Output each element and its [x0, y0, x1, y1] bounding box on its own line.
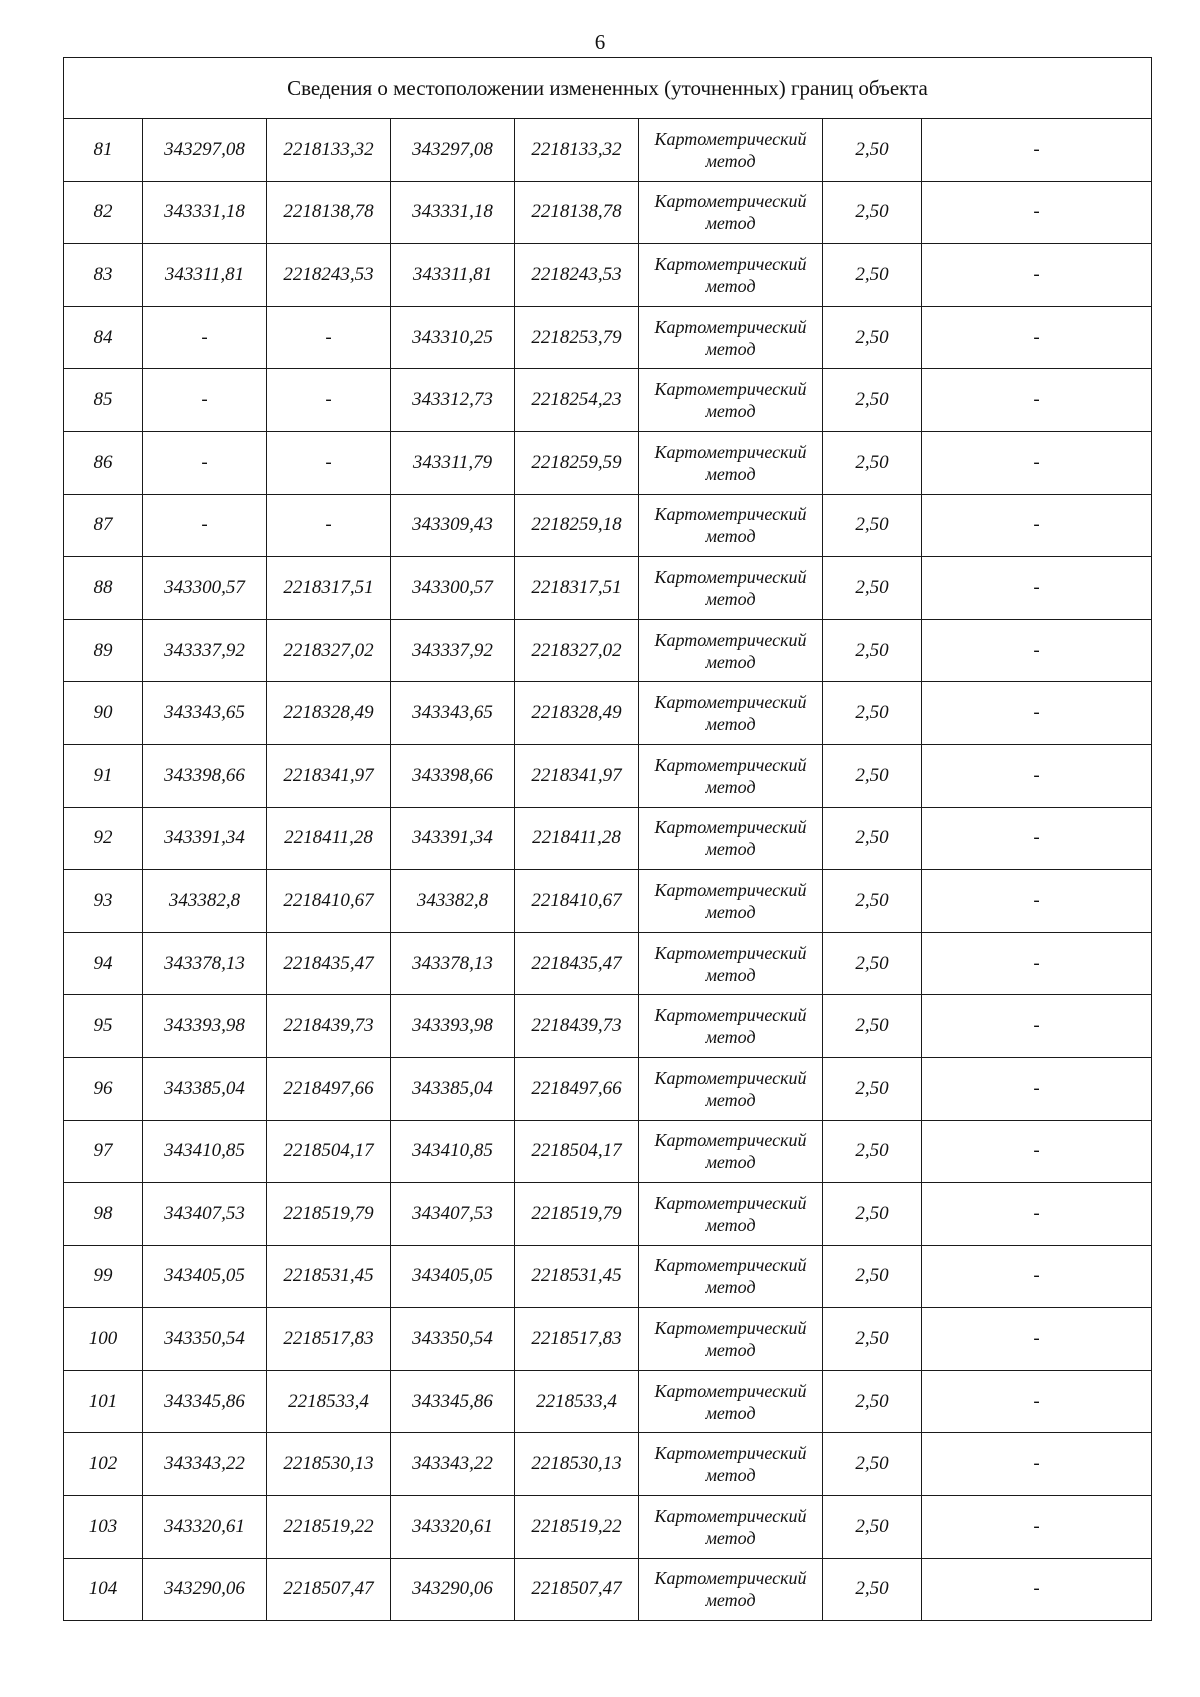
method-cell: Картометрический метод — [639, 494, 823, 557]
x-existing-cell: 343343,65 — [143, 682, 267, 745]
note-cell: - — [922, 1433, 1152, 1496]
method-cell: Картометрический метод — [639, 431, 823, 494]
x-existing-cell: 343350,54 — [143, 1308, 267, 1371]
table-title: Сведения о местоположении измененных (уточненных) границ объекта — [64, 58, 1152, 119]
x-existing-cell: 343410,85 — [143, 1120, 267, 1183]
y-refined-cell: 2218531,45 — [515, 1245, 639, 1308]
y-refined-cell: 2218341,97 — [515, 744, 639, 807]
x-refined-cell: 343410,85 — [391, 1120, 515, 1183]
table-row — [64, 870, 1152, 933]
y-existing-cell: 2218243,53 — [267, 244, 391, 307]
note-cell: - — [922, 1308, 1152, 1371]
point-number-cell: 90 — [64, 682, 143, 745]
accuracy-cell: 2,50 — [823, 1496, 922, 1559]
y-refined-cell: 2218519,22 — [515, 1496, 639, 1559]
y-refined-cell: 2218530,13 — [515, 1433, 639, 1496]
y-existing-cell: 2218341,97 — [267, 744, 391, 807]
y-existing-cell: - — [267, 431, 391, 494]
accuracy-cell: 2,50 — [823, 1308, 922, 1371]
table-row — [64, 244, 1152, 307]
x-existing-cell: 343407,53 — [143, 1183, 267, 1246]
method-cell: Картометрический метод — [639, 1370, 823, 1433]
point-number-cell: 91 — [64, 744, 143, 807]
accuracy-cell: 2,50 — [823, 1370, 922, 1433]
note-cell: - — [922, 1120, 1152, 1183]
point-number-cell: 96 — [64, 1057, 143, 1120]
x-refined-cell: 343312,73 — [391, 369, 515, 432]
y-refined-cell: 2218504,17 — [515, 1120, 639, 1183]
accuracy-cell: 2,50 — [823, 494, 922, 557]
y-refined-cell: 2218517,83 — [515, 1308, 639, 1371]
x-refined-cell: 343297,08 — [391, 119, 515, 182]
x-refined-cell: 343391,34 — [391, 807, 515, 870]
table-row — [64, 1057, 1152, 1120]
y-refined-cell: 2218138,78 — [515, 181, 639, 244]
accuracy-cell: 2,50 — [823, 682, 922, 745]
method-cell: Картометрический метод — [639, 244, 823, 307]
table-row — [64, 995, 1152, 1058]
accuracy-cell: 2,50 — [823, 932, 922, 995]
x-existing-cell: - — [143, 494, 267, 557]
note-cell: - — [922, 744, 1152, 807]
boundary-coordinates-table — [63, 57, 1152, 1621]
table-row — [64, 1245, 1152, 1308]
note-cell: - — [922, 682, 1152, 745]
point-number-cell: 88 — [64, 557, 143, 620]
table-row — [64, 306, 1152, 369]
y-refined-cell: 2218533,4 — [515, 1370, 639, 1433]
y-refined-cell: 2218327,02 — [515, 619, 639, 682]
note-cell: - — [922, 431, 1152, 494]
x-existing-cell: 343331,18 — [143, 181, 267, 244]
table-body — [64, 119, 1152, 1621]
x-refined-cell: 343393,98 — [391, 995, 515, 1058]
page-number: 6 — [594, 30, 606, 54]
x-refined-cell: 343343,22 — [391, 1433, 515, 1496]
method-cell: Картометрический метод — [639, 682, 823, 745]
y-existing-cell: 2218530,13 — [267, 1433, 391, 1496]
method-cell: Картометрический метод — [639, 306, 823, 369]
note-cell: - — [922, 1245, 1152, 1308]
x-refined-cell: 343310,25 — [391, 306, 515, 369]
accuracy-cell: 2,50 — [823, 744, 922, 807]
x-existing-cell: 343398,66 — [143, 744, 267, 807]
y-existing-cell: 2218507,47 — [267, 1558, 391, 1621]
table-row — [64, 807, 1152, 870]
x-refined-cell: 343405,05 — [391, 1245, 515, 1308]
note-cell: - — [922, 1370, 1152, 1433]
note-cell: - — [922, 1057, 1152, 1120]
table-row — [64, 682, 1152, 745]
table-row — [64, 1558, 1152, 1621]
x-refined-cell: 343311,79 — [391, 431, 515, 494]
accuracy-cell: 2,50 — [823, 1057, 922, 1120]
y-existing-cell: 2218435,47 — [267, 932, 391, 995]
point-number-cell: 92 — [64, 807, 143, 870]
note-cell: - — [922, 995, 1152, 1058]
table-row — [64, 557, 1152, 620]
y-existing-cell: 2218519,22 — [267, 1496, 391, 1559]
y-existing-cell: 2218327,02 — [267, 619, 391, 682]
x-existing-cell: - — [143, 369, 267, 432]
note-cell: - — [922, 807, 1152, 870]
y-existing-cell: 2218531,45 — [267, 1245, 391, 1308]
note-cell: - — [922, 1496, 1152, 1559]
x-refined-cell: 343350,54 — [391, 1308, 515, 1371]
accuracy-cell: 2,50 — [823, 181, 922, 244]
y-refined-cell: 2218507,47 — [515, 1558, 639, 1621]
x-refined-cell: 343398,66 — [391, 744, 515, 807]
x-refined-cell: 343290,06 — [391, 1558, 515, 1621]
y-existing-cell: 2218439,73 — [267, 995, 391, 1058]
y-existing-cell: - — [267, 494, 391, 557]
note-cell: - — [922, 494, 1152, 557]
accuracy-cell: 2,50 — [823, 619, 922, 682]
y-existing-cell: - — [267, 369, 391, 432]
y-refined-cell: 2218328,49 — [515, 682, 639, 745]
table-row — [64, 1433, 1152, 1496]
y-existing-cell: 2218410,67 — [267, 870, 391, 933]
note-cell: - — [922, 306, 1152, 369]
y-existing-cell: 2218411,28 — [267, 807, 391, 870]
x-existing-cell: - — [143, 431, 267, 494]
x-refined-cell: 343300,57 — [391, 557, 515, 620]
method-cell: Картометрический метод — [639, 1496, 823, 1559]
note-cell: - — [922, 244, 1152, 307]
x-existing-cell: 343385,04 — [143, 1057, 267, 1120]
x-existing-cell: 343343,22 — [143, 1433, 267, 1496]
x-existing-cell: 343405,05 — [143, 1245, 267, 1308]
y-refined-cell: 2218410,67 — [515, 870, 639, 933]
method-cell: Картометрический метод — [639, 995, 823, 1058]
y-existing-cell: 2218317,51 — [267, 557, 391, 620]
table-row — [64, 119, 1152, 182]
accuracy-cell: 2,50 — [823, 557, 922, 620]
accuracy-cell: 2,50 — [823, 1120, 922, 1183]
accuracy-cell: 2,50 — [823, 807, 922, 870]
table-row — [64, 619, 1152, 682]
note-cell: - — [922, 932, 1152, 995]
table-row — [64, 932, 1152, 995]
method-cell: Картометрический метод — [639, 181, 823, 244]
y-refined-cell: 2218253,79 — [515, 306, 639, 369]
method-cell: Картометрический метод — [639, 1183, 823, 1246]
y-existing-cell: 2218517,83 — [267, 1308, 391, 1371]
x-refined-cell: 343345,86 — [391, 1370, 515, 1433]
y-existing-cell: 2218328,49 — [267, 682, 391, 745]
accuracy-cell: 2,50 — [823, 1245, 922, 1308]
y-existing-cell: - — [267, 306, 391, 369]
note-cell: - — [922, 557, 1152, 620]
y-refined-cell: 2218259,59 — [515, 431, 639, 494]
point-number-cell: 100 — [64, 1308, 143, 1371]
y-existing-cell: 2218133,32 — [267, 119, 391, 182]
x-existing-cell: 343378,13 — [143, 932, 267, 995]
method-cell: Картометрический метод — [639, 932, 823, 995]
point-number-cell: 86 — [64, 431, 143, 494]
method-cell: Картометрический метод — [639, 1558, 823, 1621]
y-existing-cell: 2218497,66 — [267, 1057, 391, 1120]
method-cell: Картометрический метод — [639, 1308, 823, 1371]
point-number-cell: 103 — [64, 1496, 143, 1559]
point-number-cell: 84 — [64, 306, 143, 369]
x-refined-cell: 343320,61 — [391, 1496, 515, 1559]
point-number-cell: 85 — [64, 369, 143, 432]
x-existing-cell: 343297,08 — [143, 119, 267, 182]
point-number-cell: 82 — [64, 181, 143, 244]
table-row — [64, 494, 1152, 557]
x-refined-cell: 343382,8 — [391, 870, 515, 933]
y-refined-cell: 2218259,18 — [515, 494, 639, 557]
point-number-cell: 89 — [64, 619, 143, 682]
point-number-cell: 81 — [64, 119, 143, 182]
method-cell: Картометрический метод — [639, 870, 823, 933]
y-refined-cell: 2218435,47 — [515, 932, 639, 995]
method-cell: Картометрический метод — [639, 1433, 823, 1496]
x-refined-cell: 343343,65 — [391, 682, 515, 745]
y-refined-cell: 2218497,66 — [515, 1057, 639, 1120]
table-row — [64, 1370, 1152, 1433]
x-refined-cell: 343311,81 — [391, 244, 515, 307]
note-cell: - — [922, 369, 1152, 432]
x-existing-cell: 343391,34 — [143, 807, 267, 870]
accuracy-cell: 2,50 — [823, 119, 922, 182]
method-cell: Картометрический метод — [639, 807, 823, 870]
x-refined-cell: 343309,43 — [391, 494, 515, 557]
x-existing-cell: 343345,86 — [143, 1370, 267, 1433]
point-number-cell: 104 — [64, 1558, 143, 1621]
y-existing-cell: 2218519,79 — [267, 1183, 391, 1246]
table-row — [64, 431, 1152, 494]
method-cell: Картометрический метод — [639, 1057, 823, 1120]
method-cell: Картометрический метод — [639, 119, 823, 182]
y-refined-cell: 2218439,73 — [515, 995, 639, 1058]
x-existing-cell: 343300,57 — [143, 557, 267, 620]
method-cell: Картометрический метод — [639, 557, 823, 620]
method-cell: Картометрический метод — [639, 619, 823, 682]
point-number-cell: 95 — [64, 995, 143, 1058]
table-row — [64, 181, 1152, 244]
x-refined-cell: 343378,13 — [391, 932, 515, 995]
point-number-cell: 94 — [64, 932, 143, 995]
y-refined-cell: 2218243,53 — [515, 244, 639, 307]
accuracy-cell: 2,50 — [823, 369, 922, 432]
y-existing-cell: 2218504,17 — [267, 1120, 391, 1183]
point-number-cell: 102 — [64, 1433, 143, 1496]
table-row — [64, 1120, 1152, 1183]
accuracy-cell: 2,50 — [823, 1558, 922, 1621]
point-number-cell: 98 — [64, 1183, 143, 1246]
accuracy-cell: 2,50 — [823, 1433, 922, 1496]
point-number-cell: 97 — [64, 1120, 143, 1183]
method-cell: Картометрический метод — [639, 1120, 823, 1183]
point-number-cell: 87 — [64, 494, 143, 557]
table-row — [64, 1496, 1152, 1559]
point-number-cell: 99 — [64, 1245, 143, 1308]
accuracy-cell: 2,50 — [823, 995, 922, 1058]
accuracy-cell: 2,50 — [823, 244, 922, 307]
note-cell: - — [922, 619, 1152, 682]
table-row — [64, 744, 1152, 807]
y-refined-cell: 2218519,79 — [515, 1183, 639, 1246]
y-refined-cell: 2218411,28 — [515, 807, 639, 870]
table-row — [64, 1308, 1152, 1371]
x-refined-cell: 343331,18 — [391, 181, 515, 244]
y-refined-cell: 2218317,51 — [515, 557, 639, 620]
note-cell: - — [922, 870, 1152, 933]
x-refined-cell: 343337,92 — [391, 619, 515, 682]
accuracy-cell: 2,50 — [823, 431, 922, 494]
x-existing-cell: 343393,98 — [143, 995, 267, 1058]
y-refined-cell: 2218133,32 — [515, 119, 639, 182]
x-existing-cell: 343382,8 — [143, 870, 267, 933]
accuracy-cell: 2,50 — [823, 306, 922, 369]
method-cell: Картометрический метод — [639, 369, 823, 432]
point-number-cell: 83 — [64, 244, 143, 307]
method-cell: Картометрический метод — [639, 1245, 823, 1308]
y-existing-cell: 2218138,78 — [267, 181, 391, 244]
note-cell: - — [922, 181, 1152, 244]
x-existing-cell: - — [143, 306, 267, 369]
x-existing-cell: 343320,61 — [143, 1496, 267, 1559]
table-row — [64, 1183, 1152, 1246]
note-cell: - — [922, 1183, 1152, 1246]
x-refined-cell: 343407,53 — [391, 1183, 515, 1246]
note-cell: - — [922, 1558, 1152, 1621]
x-existing-cell: 343337,92 — [143, 619, 267, 682]
y-existing-cell: 2218533,4 — [267, 1370, 391, 1433]
x-existing-cell: 343290,06 — [143, 1558, 267, 1621]
accuracy-cell: 2,50 — [823, 870, 922, 933]
y-refined-cell: 2218254,23 — [515, 369, 639, 432]
accuracy-cell: 2,50 — [823, 1183, 922, 1246]
x-refined-cell: 343385,04 — [391, 1057, 515, 1120]
point-number-cell: 101 — [64, 1370, 143, 1433]
table-row — [64, 369, 1152, 432]
point-number-cell: 93 — [64, 870, 143, 933]
method-cell: Картометрический метод — [639, 744, 823, 807]
note-cell: - — [922, 119, 1152, 182]
x-existing-cell: 343311,81 — [143, 244, 267, 307]
